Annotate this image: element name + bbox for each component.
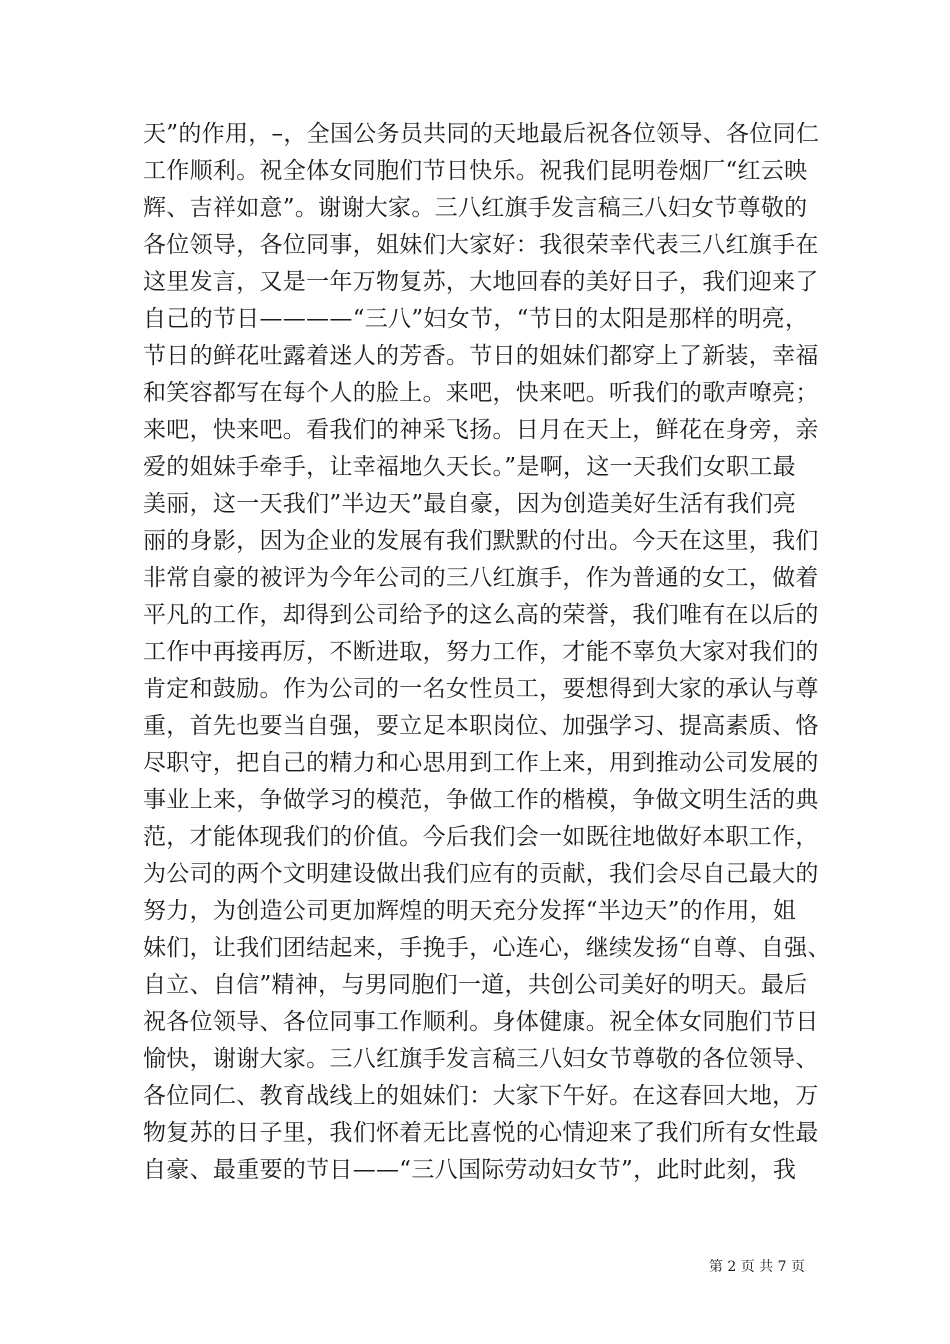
text-line: 和笑容都写在每个人的脸上。来吧，快来吧。听我们的歌声嘹亮； — [143, 380, 819, 406]
text-line: 丽的身影，因为企业的发展有我们默默的付出。今天在这里，我们 — [143, 528, 819, 554]
text-line: 非常自豪的被评为今年公司的三八红旗手，作为普通的女工，做着 — [143, 565, 819, 591]
text-line: 自豪、最重要的节日——“三八国际劳动妇女节”，此时此刻，我 — [143, 1157, 797, 1183]
text-line: 愉快，谢谢大家。三八红旗手发言稿三八妇女节尊敬的各位领导、 — [143, 1046, 819, 1072]
text-line: 自立、自信”精神，与男同胞们一道，共创公司美好的明天。最后 — [143, 972, 808, 998]
text-line: 爱的姐妹手牵手，让幸福地久天长。”是啊，这一天我们女职工最 — [143, 454, 796, 480]
text-line: 肯定和鼓励。作为公司的一名女性员工，要想得到大家的承认与尊 — [143, 676, 819, 702]
text-line: 尽职守，把自己的精力和心思用到工作上来，用到推动公司发展的 — [143, 750, 819, 776]
text-line: 努力，为创造公司更加辉煌的明天充分发挥“半边天”的作用，姐 — [143, 898, 797, 924]
text-line: 为公司的两个文明建设做出我们应有的贡献，我们会尽自己最大的 — [143, 861, 819, 887]
text-line: 工作顺利。祝全体女同胞们节日快乐。祝我们昆明卷烟厂“红云映 — [143, 158, 808, 184]
text-line: 祝各位领导、各位同事工作顺利。身体健康。祝全体女同胞们节日 — [143, 1009, 819, 1035]
text-line: 工作中再接再厉，不断进取，努力工作，才能不辜负大家对我们的 — [143, 639, 819, 665]
text-line: 物复苏的日子里，我们怀着无比喜悦的心情迎来了我们所有女性最 — [143, 1120, 819, 1146]
text-line: 各位同仁、教育战线上的姐妹们：大家下午好。在这春回大地，万 — [143, 1083, 819, 1109]
page-number-footer: 第 2 页 共 7 页 — [708, 1259, 805, 1275]
text-line: 妹们，让我们团结起来，手挽手，心连心，继续发扬“自尊、自强、 — [143, 935, 831, 961]
text-line: 事业上来，争做学习的模范，争做工作的楷模，争做文明生活的典 — [143, 787, 819, 813]
text-line: 美丽，这一天我们”半边天”最自豪，因为创造美好生活有我们亮 — [143, 491, 797, 517]
text-line: 平凡的工作，却得到公司给予的这么高的荣誉，我们唯有在以后的 — [143, 602, 819, 628]
text-line: 辉、吉祥如意”。谢谢大家。三八红旗手发言稿三八妇女节尊敬的 — [143, 195, 808, 221]
text-line: 重，首先也要当自强，要立足本职岗位、加强学习、提高素质、恪 — [143, 713, 819, 739]
text-line: 来吧，快来吧。看我们的神采飞扬。日月在天上，鲜花在身旁，亲 — [143, 417, 819, 443]
text-line: 各位领导，各位同事，姐妹们大家好：我很荣幸代表三八红旗手在 — [143, 232, 819, 258]
text-line: 范，才能体现我们的价值。今后我们会一如既往地做好本职工作， — [143, 824, 819, 850]
body-text — [143, 116, 831, 1189]
text-line: 自己的节日————“三八”妇女节，“节日的太阳是那样的明亮， — [143, 306, 809, 332]
text-line: 节日的鲜花吐露着迷人的芳香。节日的姐妹们都穿上了新装，幸福 — [143, 343, 819, 369]
text-line: 天”的作用，–，全国公务员共同的天地最后祝各位领导、各位同仁 — [143, 121, 820, 147]
text-line: 这里发言，又是一年万物复苏，大地回春的美好日子，我们迎来了 — [143, 269, 819, 295]
